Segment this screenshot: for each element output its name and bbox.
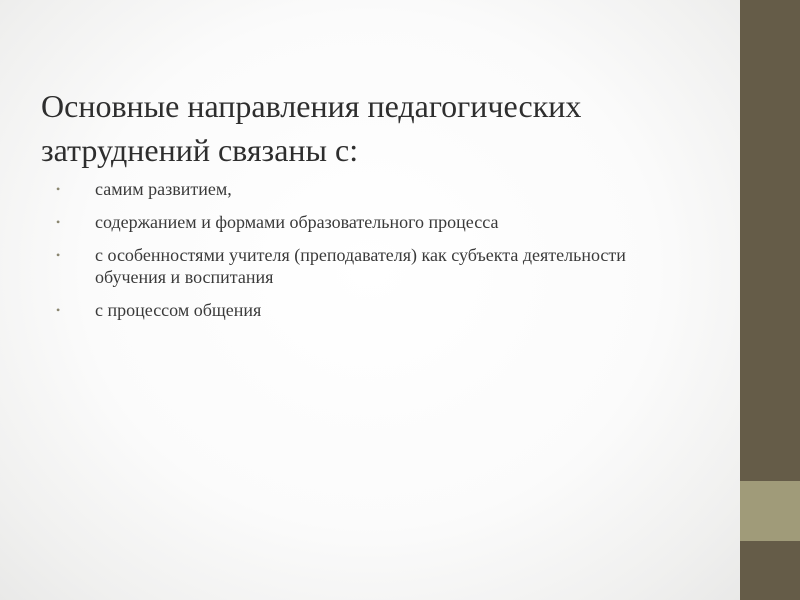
bullet-list [55, 178, 695, 332]
bullet-point-icon: • [56, 182, 61, 196]
bullet-point-icon: • [56, 248, 61, 262]
decorative-side-band [740, 481, 800, 541]
bullet-item [55, 299, 695, 321]
slide-title-line-2: затруднений связаны с: [41, 132, 359, 168]
bullet-item [55, 211, 695, 233]
bullet-text: с особенностями учителя (преподавателя) как субъекта деятельности обучения и воспитания [95, 245, 626, 287]
bullet-item [55, 244, 695, 288]
bullet-text: самим развитием, [95, 179, 232, 199]
slide-title [41, 84, 721, 172]
bullet-item [55, 178, 695, 200]
bullet-point-icon: • [56, 215, 61, 229]
bullet-text: с процессом общения [95, 300, 262, 320]
slide-title-line-1: Основные направления педагогических [41, 88, 582, 124]
bullet-text: содержанием и формами образовательного процесса [95, 212, 499, 232]
bullet-point-icon: • [56, 303, 61, 317]
